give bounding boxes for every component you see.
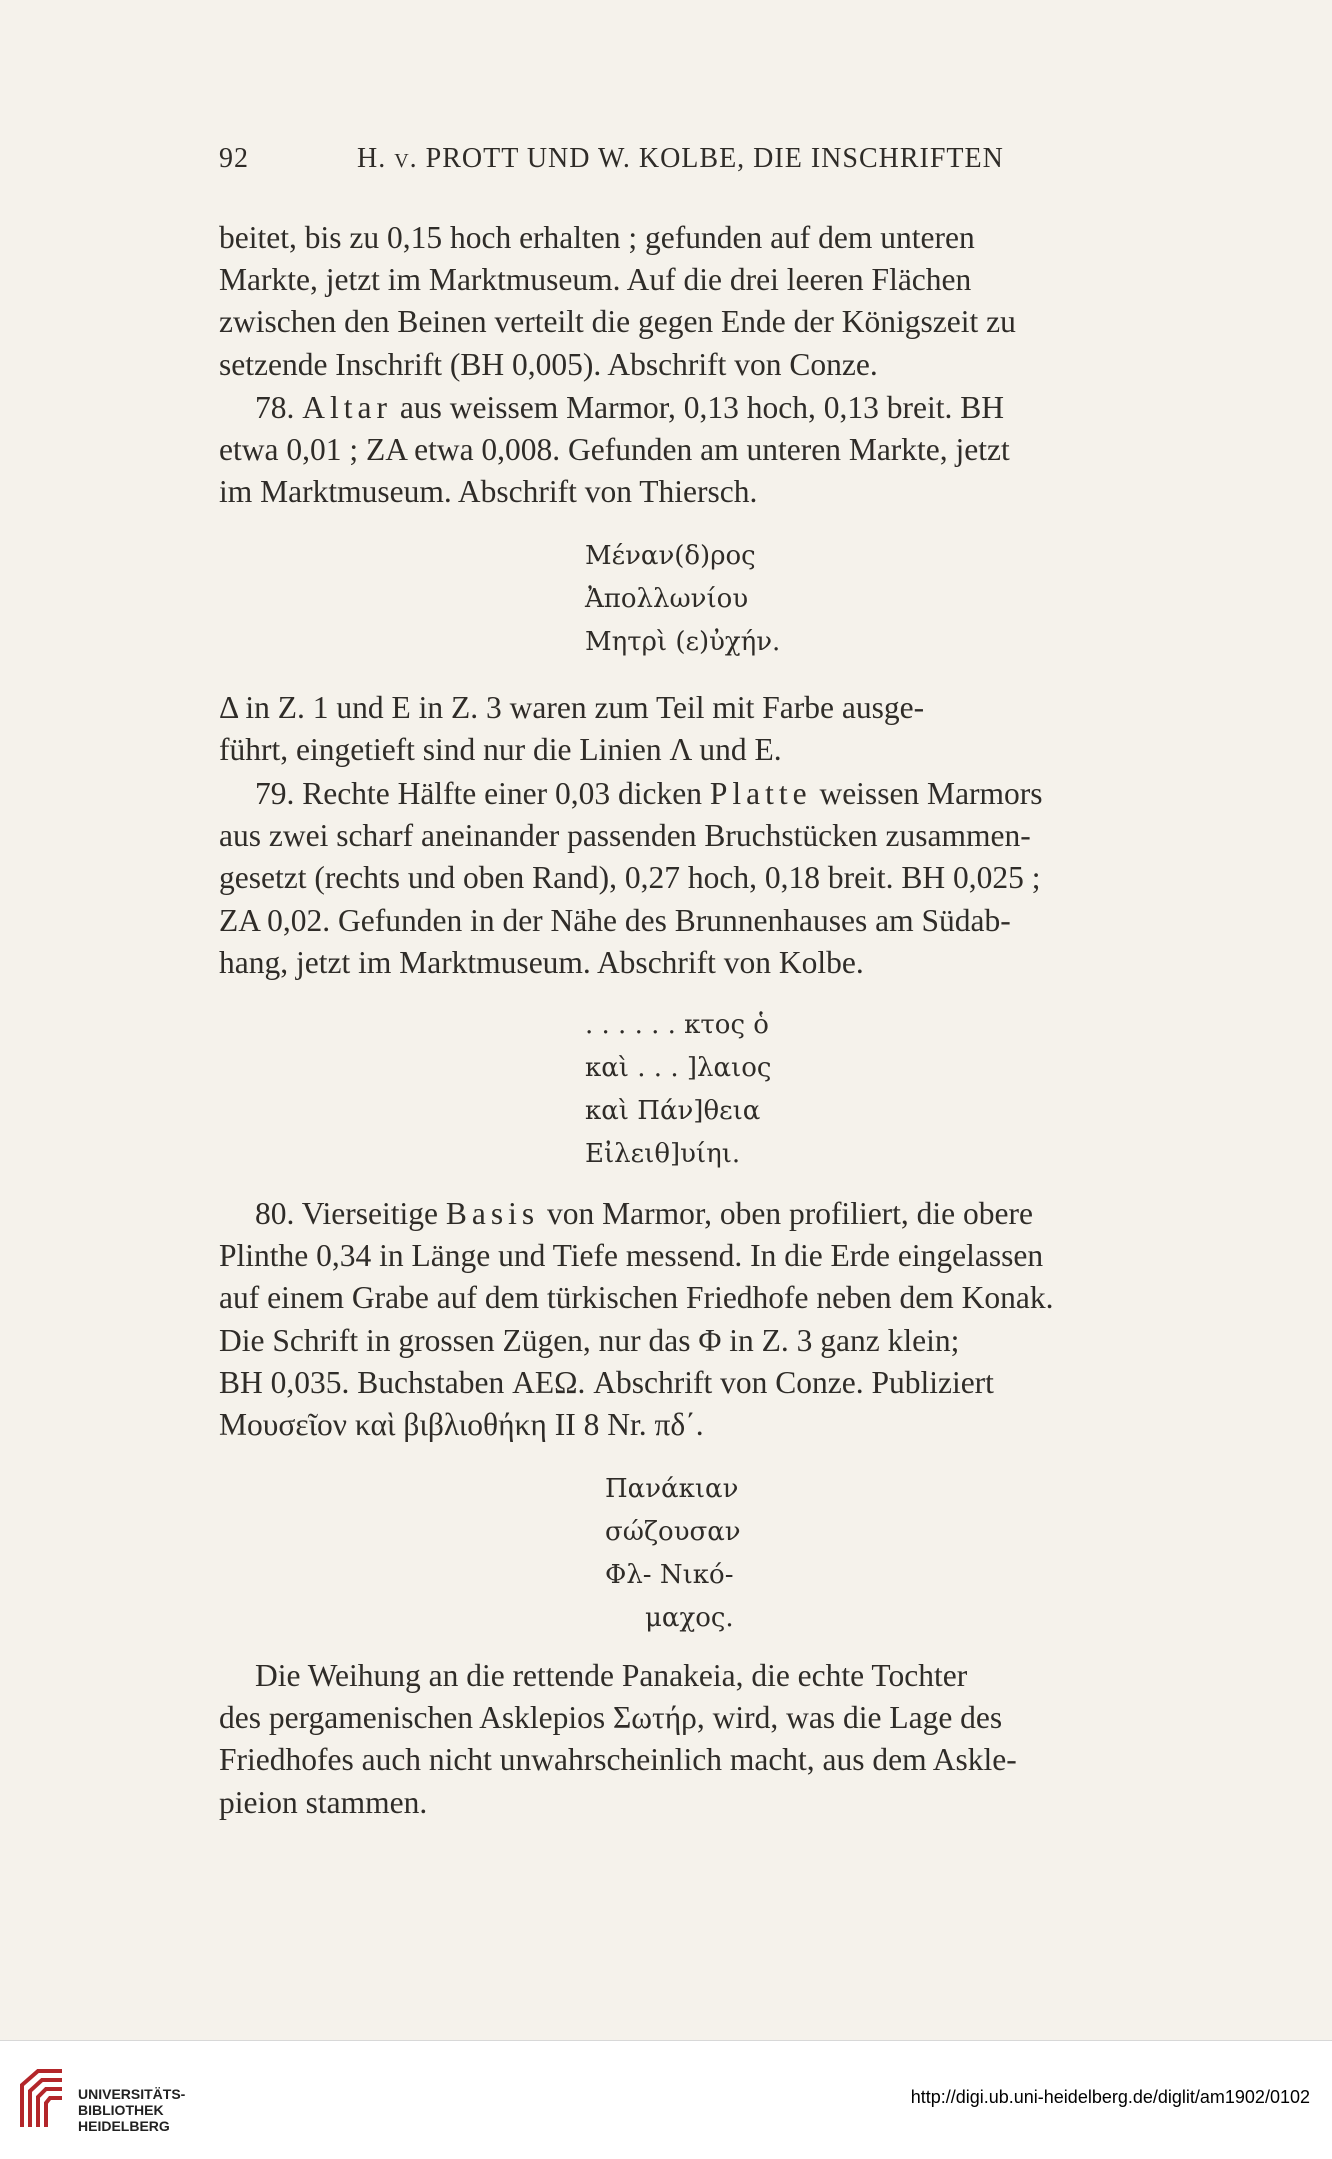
entry-80 [219, 1193, 1191, 1446]
inscription-line: καὶ . . . ]λαιος [585, 1053, 772, 1083]
library-name-line: UNIVERSITÄTS- [78, 2086, 186, 2102]
text-line: Friedhofes auch nicht unwahrscheinlich macht, aus dem Askle- [219, 1742, 1017, 1778]
entry-keyword: Platte [709, 776, 812, 811]
text-line: führt, eingetieft sind nur die Linien Λ und E. [219, 732, 782, 768]
note-78 [219, 687, 1191, 771]
library-name [78, 2086, 185, 2134]
entry-keyword: Altar [302, 390, 392, 425]
text-line: Die Weihung an die rettende Panakeia, die echte Tochter [255, 1658, 968, 1693]
inscription-80 [605, 1468, 741, 1640]
entry-78-first-line [219, 387, 1191, 429]
text-line: im Marktmuseum. Abschrift von Thiersch. [219, 474, 758, 510]
inscription-79 [585, 1004, 771, 1176]
text-fragment: Vierseitige [301, 1196, 438, 1231]
text-line: gesetzt (rechts und oben Rand), 0,27 hoch, 0,18 breit. BH 0,025 ; [219, 860, 1041, 896]
running-header [219, 143, 1199, 183]
text-line: Δ in Z. 1 und E in Z. 3 waren zum Teil mit Farbe ausge- [219, 690, 925, 725]
library-name-line: HEIDELBERG [78, 2118, 170, 2134]
entry-keyword: Basis [445, 1196, 540, 1231]
inscription-line: Φλ- Νικό- [605, 1560, 734, 1590]
source-url-link[interactable]: http://digi.ub.uni-heidelberg.de/diglit/am1902/0102 [910, 2087, 1310, 2107]
page-number: 92 [219, 143, 249, 174]
entry-79 [219, 773, 1191, 984]
text-line: Μουσεῖον καὶ βιβλιοθήκη II 8 Nr. πδ΄. [219, 1407, 704, 1443]
entry-number: 80. [255, 1196, 295, 1231]
text-line: etwa 0,01 ; ZA etwa 0,008. Gefunden am unteren Markte, jetzt [219, 432, 1010, 468]
running-title: H. v. PROTT UND W. KOLBE, DIE INSCHRIFTEN [357, 143, 1004, 174]
inscription-line: Ἀπολλωνίου [585, 584, 749, 614]
inscription-line: Πανάκιαν [605, 1474, 739, 1504]
text-line: Die Schrift in grossen Zügen, nur das Φ in Z. 3 ganz klein; [219, 1322, 960, 1358]
text-fragment: von Marmor, oben profiliert, die obere [547, 1196, 1033, 1231]
inscription-line: . . . . . . κτος ὁ [585, 1010, 769, 1040]
text-line: Plinthe 0,34 in Länge und Tiefe messend. In die Erde eingelassen [219, 1238, 1044, 1274]
text-fragment: Rechte Hälfte einer 0,03 dicken [302, 776, 702, 811]
text-line: Markte, jetzt im Marktmuseum. Auf die drei leeren Flächen [219, 262, 972, 298]
text-fragment: weissen Marmors [819, 776, 1043, 811]
entry-80-first-line [219, 1193, 1191, 1235]
entry-number: 79. [255, 776, 295, 811]
digitization-footer [0, 2040, 1332, 2159]
library-logo-icon [16, 2067, 68, 2131]
text-line: des pergamenischen Asklepios Σωτήρ, wird, was die Lage des [219, 1700, 1003, 1736]
text-line: aus zwei scharf aneinander passenden Bruchstücken zusammen- [219, 818, 1031, 854]
text-line: ZA 0,02. Gefunden in der Nähe des Brunnenhauses am Südab- [219, 902, 1011, 938]
entry-number: 78. [255, 390, 295, 425]
inscription-line: Μέναν(δ)ρος [585, 541, 756, 571]
text-line: beitet, bis zu 0,15 hoch erhalten ; gefunden auf dem unteren [219, 220, 975, 255]
text-line: zwischen den Beinen verteilt die gegen Ende der Königszeit zu [219, 304, 1016, 340]
inscription-78 [585, 535, 780, 664]
text-line: hang, jetzt im Marktmuseum. Abschrift von Kolbe. [219, 944, 864, 980]
library-name-line: BIBLIOTHEK [78, 2102, 164, 2118]
entry-79-first-line [219, 773, 1191, 815]
text-line: BH 0,035. Buchstaben ΑΕΩ. Abschrift von Conze. Publiziert [219, 1364, 994, 1400]
entry-78 [219, 387, 1191, 514]
text-fragment: aus weissem Marmor, 0,13 hoch, 0,13 breit. BH [399, 390, 1005, 425]
inscription-line: σώζουσαν [605, 1517, 741, 1547]
inscription-line: καὶ Πάν]θεια [585, 1096, 761, 1126]
text-line: pieion stammen. [219, 1784, 428, 1820]
inscription-line: Εἰλειθ]υίηι. [585, 1139, 741, 1169]
inscription-line: Μητρὶ (ε)ὐχήν. [585, 627, 781, 657]
inscription-line: μαχος. [645, 1603, 734, 1633]
paragraph-continuation [219, 217, 1191, 386]
text-line: auf einem Grabe auf dem türkischen Friedhofe neben dem Konak. [219, 1280, 1054, 1316]
closing-paragraph [219, 1655, 1191, 1824]
text-line: setzende Inschrift (BH 0,005). Abschrift von Conze. [219, 346, 878, 382]
